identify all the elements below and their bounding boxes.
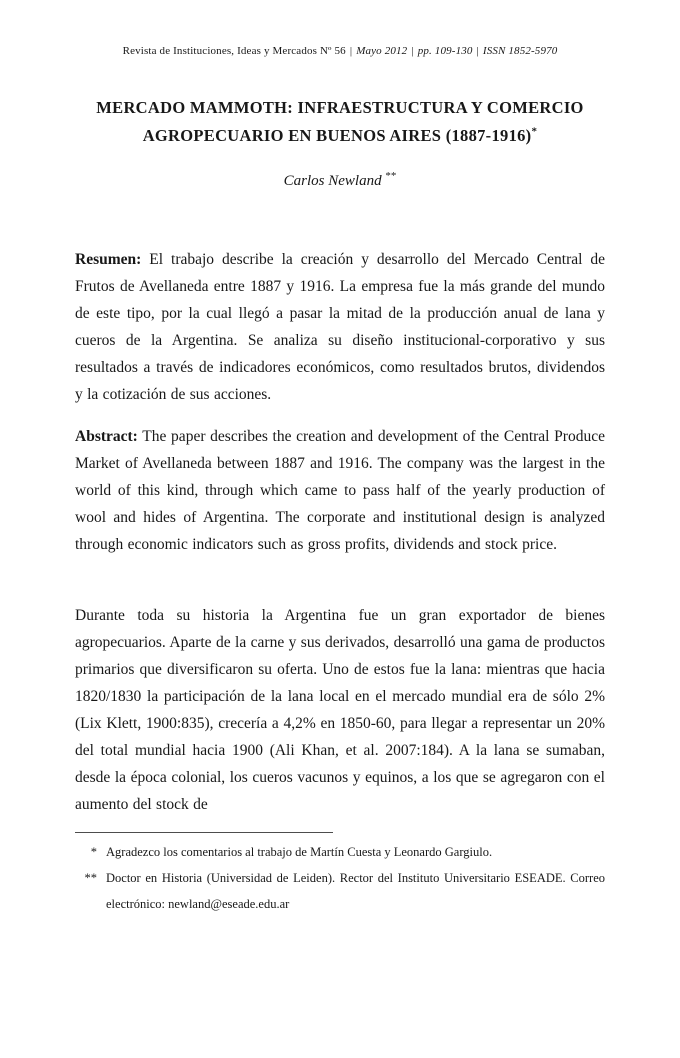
issue-date: Mayo 2012	[356, 45, 408, 57]
page-range: pp. 109-130	[417, 45, 473, 57]
footnote-divider	[75, 832, 333, 833]
abstract-section	[75, 423, 605, 558]
abstract-label: Abstract:	[75, 428, 138, 445]
paper-title-line1: MERCADO MAMMOTH: INFRAESTRUCTURA Y COMERCIO	[96, 98, 584, 117]
footnote-author-bio	[75, 865, 605, 917]
paper-title	[75, 94, 605, 150]
resumen-label: Resumen:	[75, 251, 142, 268]
footnote-text: Doctor en Historia (Universidad de Leiden). Rector del Instituto Universitario ESEADE. Correo electrónico: newland@eseade.edu.ar	[106, 871, 605, 911]
author-name: Carlos Newland	[283, 173, 382, 189]
journal-name: Revista de Instituciones, Ideas y Mercados Nº 56	[122, 45, 346, 57]
resumen-text: El trabajo describe la creación y desarrollo del Mercado Central de Frutos de Avellaneda entre 1887 y 1916. La empresa fue la más grande del mundo de este tipo, por la cual llegó a pasar la mitad de la producción anual de lana y cueros de la Argentina. Se analiza su diseño institucional-corporativo y sus resultados a través de indicadores económicos, como resultados brutos, dividendos y la cotización de sus acciones.	[75, 251, 606, 403]
header-separator: |	[349, 45, 353, 57]
header-separator: |	[411, 45, 414, 57]
header-separator: |	[476, 45, 479, 57]
footnotes-section	[75, 839, 605, 917]
paper-title-line2: AGROPECUARIO EN BUENOS AIRES (1887-1916)	[142, 126, 532, 145]
footnote-text: Agradezco los comentarios al trabajo de Martín Cuesta y Leonardo Gargiulo.	[106, 845, 493, 859]
body-paragraph: Durante toda su historia la Argentina fue un gran exportador de bienes agropecuarios. Aparte de la carne y sus derivados, desarrolló una gama de productos primarios que diversificaron su oferta. Uno de estos fue la lana: mientras que hacia 1820/1830 la participación de la lana local en el mercado mundial era de sólo 2% (Lix Klett, 1900:835), crecería a 4,2% en 1850-60, para llegar a representar un 20% del total mundial hacia 1900 (Ali Khan, et al. 2007:184). A la lana se sumaban, desde la época colonial, los cueros vacunos y equinos, a los que se agregaron con el aumento del stock de	[75, 607, 605, 813]
author-footnote-marker: **	[385, 170, 397, 182]
issn-number: ISSN 1852-5970	[482, 45, 558, 57]
resumen-section	[75, 246, 605, 408]
title-footnote-marker: *	[531, 125, 538, 138]
journal-header	[75, 0, 605, 58]
footnote-marker: *	[90, 845, 97, 859]
footnote-marker: **	[84, 871, 97, 885]
author-byline	[75, 172, 605, 191]
footnote-acknowledgement	[75, 839, 605, 865]
abstract-text: The paper describes the creation and development of the Central Produce Market of Avellaneda between 1887 and 1916. The company was the largest in the world of this kind, through which came to pass half of the yearly production of wool and hides of Argentina. The corporate and institutional design is analyzed through economic indicators such as gross profits, dividends and stock price.	[75, 428, 605, 553]
